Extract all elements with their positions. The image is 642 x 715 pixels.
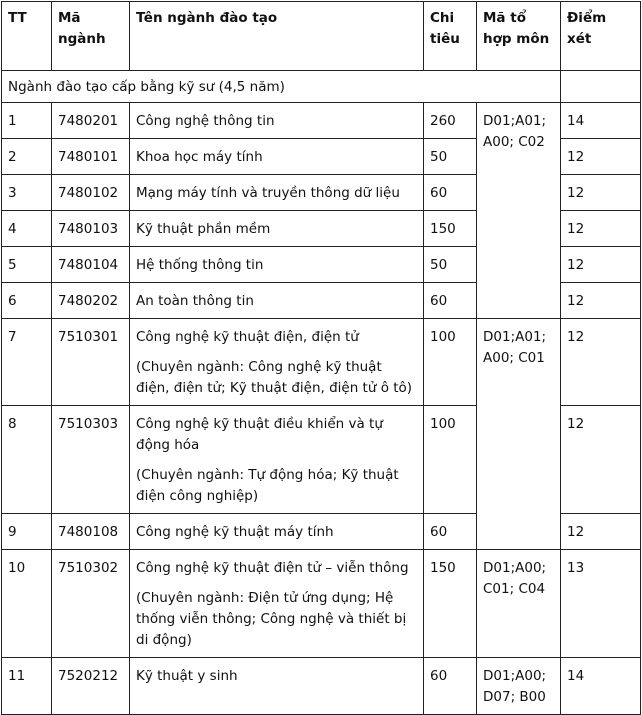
header-quota: Chi tiêu	[424, 2, 477, 71]
cell-score: 12	[561, 283, 641, 319]
cell-quota: 60	[424, 514, 477, 550]
cell-combo: D01;A01; A00; C02	[477, 103, 561, 319]
cell-score: 12	[561, 514, 641, 550]
header-name: Tên ngành đào tạo	[130, 2, 424, 71]
cell-quota: 150	[424, 550, 477, 658]
cell-score: 12	[561, 175, 641, 211]
cell-name: Kỹ thuật y sinh	[130, 658, 424, 715]
cell-tt: 5	[2, 247, 52, 283]
cell-quota: 50	[424, 247, 477, 283]
cell-name: Công nghệ thông tin	[130, 103, 424, 139]
cell-quota: 100	[424, 406, 477, 514]
cell-score: 13	[561, 550, 641, 658]
cell-name: Kỹ thuật phần mềm	[130, 211, 424, 247]
cell-combo: D01;A00; D07; B00	[477, 658, 561, 715]
major-name: Công nghệ kỹ thuật điện tử – viễn thông	[136, 560, 409, 576]
cell-tt: 8	[2, 406, 52, 514]
cell-name: An toàn thông tin	[130, 283, 424, 319]
cell-quota: 60	[424, 658, 477, 715]
cell-score: 14	[561, 103, 641, 139]
cell-code: 7510301	[52, 319, 130, 406]
cell-quota: 260	[424, 103, 477, 139]
cell-tt: 9	[2, 514, 52, 550]
cell-name: Hệ thống thông tin	[130, 247, 424, 283]
major-name: Công nghệ kỹ thuật điều khiển và tự động hóa	[136, 416, 383, 453]
table-row	[2, 319, 641, 406]
header-score: Điểm xét	[561, 2, 641, 71]
major-name: Công nghệ kỹ thuật điện, điện tử	[136, 329, 359, 345]
cell-tt: 2	[2, 139, 52, 175]
table-row	[2, 550, 641, 658]
cell-tt: 3	[2, 175, 52, 211]
cell-tt: 4	[2, 211, 52, 247]
cell-tt: 11	[2, 658, 52, 715]
cell-tt: 7	[2, 319, 52, 406]
cell-quota: 50	[424, 139, 477, 175]
cell-name	[130, 406, 424, 514]
cell-tt: 6	[2, 283, 52, 319]
cell-code: 7510303	[52, 406, 130, 514]
cell-tt: 10	[2, 550, 52, 658]
cell-name	[130, 550, 424, 658]
section-blank-cell	[561, 71, 641, 103]
header-row	[2, 2, 641, 71]
header-combo: Mã tổ hợp môn	[477, 2, 561, 71]
cell-code: 7480202	[52, 283, 130, 319]
cell-code: 7480201	[52, 103, 130, 139]
cell-code: 7480104	[52, 247, 130, 283]
major-note: (Chuyên ngành: Điện tử ứng dụng; Hệ thống viễn thông; Công nghệ và thiết bị di động)	[136, 590, 407, 648]
section-row	[2, 71, 641, 103]
cell-name	[130, 319, 424, 406]
cell-combo: D01;A00; C01; C04	[477, 550, 561, 658]
table-row	[2, 658, 641, 715]
cell-code: 7480102	[52, 175, 130, 211]
cell-combo: D01;A01; A00; C01	[477, 319, 561, 550]
header-code: Mã ngành	[52, 2, 130, 71]
cell-tt: 1	[2, 103, 52, 139]
cell-quota: 60	[424, 175, 477, 211]
major-note: (Chuyên ngành: Công nghệ kỹ thuật điện, điện tử; Kỹ thuật điện, điện tử ô tô)	[136, 359, 413, 396]
cell-name: Khoa học máy tính	[130, 139, 424, 175]
cell-code: 7480101	[52, 139, 130, 175]
admission-table	[1, 1, 641, 715]
cell-code: 7480103	[52, 211, 130, 247]
cell-quota: 60	[424, 283, 477, 319]
cell-code: 7520212	[52, 658, 130, 715]
cell-score: 12	[561, 406, 641, 514]
major-note: (Chuyên ngành: Tự động hóa; Kỹ thuật điện công nghiệp)	[136, 467, 399, 504]
cell-score: 14	[561, 658, 641, 715]
cell-quota: 100	[424, 319, 477, 406]
section-title: Ngành đào tạo cấp bằng kỹ sư (4,5 năm)	[2, 71, 561, 103]
cell-name: Công nghệ kỹ thuật máy tính	[130, 514, 424, 550]
cell-code: 7510302	[52, 550, 130, 658]
cell-name: Mạng máy tính và truyền thông dữ liệu	[130, 175, 424, 211]
cell-score: 12	[561, 247, 641, 283]
cell-code: 7480108	[52, 514, 130, 550]
cell-score: 12	[561, 319, 641, 406]
table-row	[2, 103, 641, 139]
cell-quota: 150	[424, 211, 477, 247]
cell-score: 12	[561, 211, 641, 247]
header-tt: TT	[2, 2, 52, 71]
cell-score: 12	[561, 139, 641, 175]
